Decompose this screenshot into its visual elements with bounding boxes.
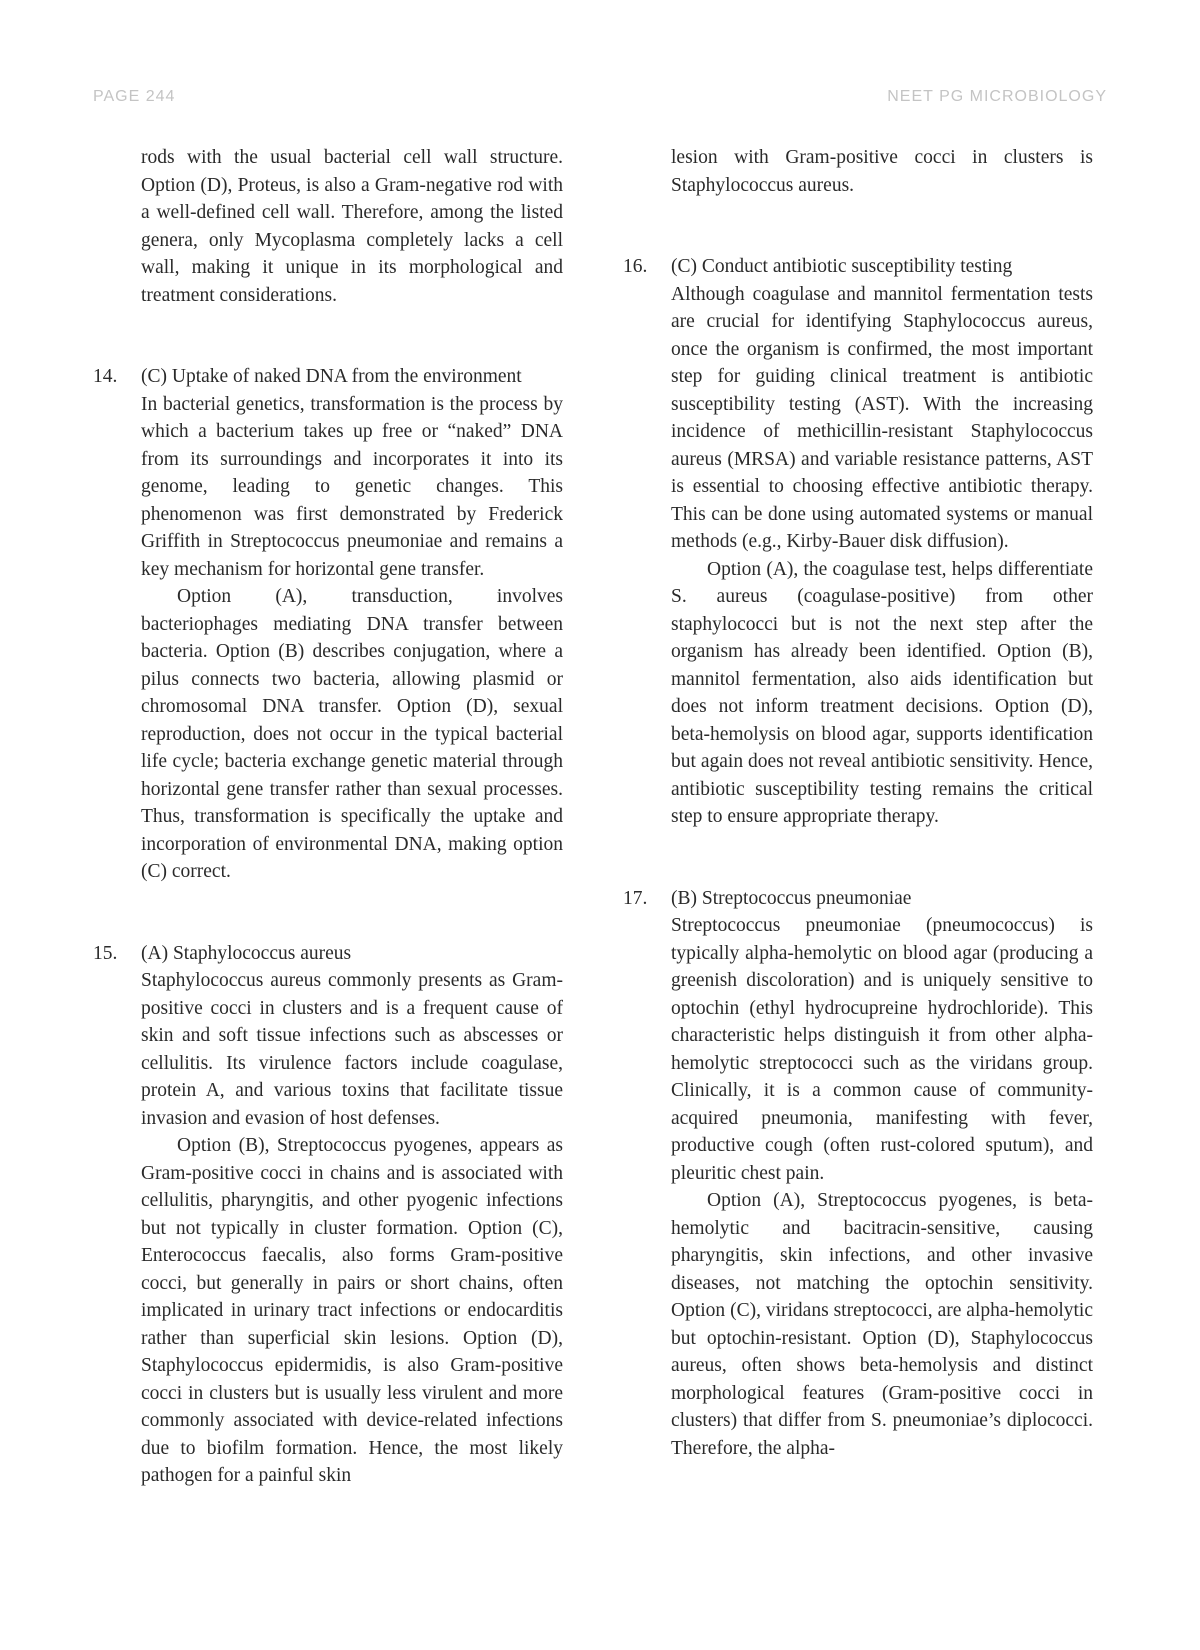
continuation-block bbox=[623, 144, 1093, 199]
question-15 bbox=[93, 940, 563, 1490]
page-header bbox=[93, 88, 1107, 112]
book-title: NEET PG MICROBIOLOGY bbox=[887, 88, 1107, 105]
options-paragraph: Option (A), the coagulase test, helps differentiate S. aureus (coagulase-positive) from other staphylococci but is not the next step after the organism has already been identified. Option (B), mannitol fermentation, also aids identification but does not inform treatment decisions. Option (D), beta-hemolysis on blood agar, supports identification but again does not reveal antibiotic sensitivity. Hence, antibiotic susceptibility testing remains the critical step to ensure appropriate therapy. bbox=[671, 558, 1093, 827]
continuation-text: lesion with Gram-positive cocci in clusters is Staphylococcus aureus. bbox=[671, 147, 1093, 196]
explanation-paragraph: Staphylococcus aureus commonly presents as Gram-positive cocci in clusters and is a frequent cause of skin and soft tissue infections such as abscesses or cellulitis. Its virulence factors include coagulase, protein A, and various toxins that facilitate tissue invasion and evasion of host defenses. bbox=[141, 970, 563, 1129]
question-14 bbox=[93, 363, 563, 886]
continuation-text: rods with the usual bacterial cell wall structure. Option (D), Proteus, is also a Gram-negative rod with a well-defined cell wall. Therefore, among the listed genera, only Mycoplasma completely lacks a cell wall, making it unique in its morphological and treatment considerations. bbox=[141, 147, 563, 306]
explanation-paragraph: Although coagulase and mannitol fermentation tests are crucial for identifying Staphylococcus aureus, once the organism is confirmed, the most important step for guiding clinical treatment is antibiotic susceptibility testing (AST). With the increasing incidence of methicillin-resistant Staphylococcus aureus (MRSA) and variable resistance patterns, AST is essential to choosing effective antibiotic therapy. This can be done using automated systems or manual methods (e.g., Kirby-Bauer disk diffusion). bbox=[671, 283, 1093, 552]
options-paragraph: Option (A), Streptococcus pyogenes, is beta-hemolytic and bacitracin-sensitive, causing pharyngitis, skin infections, and other invasive diseases, not matching the optochin sensitivity. Option (C), viridans streptococci, are alpha-hemolytic but optochin-resistant. Option (D), Staphylococcus aureus, often shows beta-hemolysis and distinct morphological features (Gram-positive cocci in clusters) that differ from S. pneumoniae’s diplococci. Therefore, the alpha- bbox=[671, 1190, 1093, 1459]
question-number: 16. bbox=[623, 256, 648, 277]
right-column bbox=[623, 144, 1093, 1516]
question-16 bbox=[623, 253, 1093, 831]
question-number: 15. bbox=[93, 942, 118, 964]
answer-line: (A) Staphylococcus aureus bbox=[141, 942, 352, 964]
continuation-block bbox=[93, 144, 563, 309]
left-column bbox=[93, 144, 563, 1544]
question-17 bbox=[623, 885, 1093, 1463]
explanation-paragraph: Streptococcus pneumoniae (pneumococcus) is typically alpha-hemolytic on blood agar (producing a greenish discoloration) and is uniquely sensitive to optochin (ethyl hydrocupreine hydrochloride). This characteristic helps distinguish it from other alpha-hemolytic streptococci such as the viridans group. Clinically, it is a common cause of community-acquired pneumonia, manifesting with fever, productive cough (often rust-colored sputum), and pleuritic chest pain. bbox=[671, 915, 1093, 1184]
options-paragraph: Option (B), Streptococcus pyogenes, appears as Gram-positive cocci in chains and is associated with cellulitis, pharyngitis, and other pyogenic infections but not typically in cluster formation. Option (C), Enterococcus faecalis, also forms Gram-positive cocci, but generally in pairs or short chains, often implicated in urinary tract infections or endocarditis rather than superficial skin lesions. Option (D), Staphylococcus epidermidis, is also Gram-positive cocci in clusters but is usually less virulent and more commonly associated with device-related infections due to biofilm formation. Hence, the most likely pathogen for a painful skin bbox=[141, 1135, 563, 1486]
options-paragraph: Option (A), transduction, involves bacteriophages mediating DNA transfer between bacteria. Option (B) describes conjugation, where a pilus connects two bacteria, allowing plasmid or chromosomal DNA transfer. Option (D), sexual reproduction, does not occur in the typical bacterial life cycle; bacteria exchange genetic material through horizontal gene transfer rather than sexual processes. Thus, transformation is specifically the uptake and incorporation of environmental DNA, making option (C) correct. bbox=[141, 586, 563, 882]
question-number: 17. bbox=[623, 887, 648, 909]
explanation-paragraph: In bacterial genetics, transformation is the process by which a bacterium takes up free or “naked” DNA from its surroundings and incorporates it into its genome, leading to genetic changes. This phenomenon was first demonstrated by Frederick Griffith in Streptococcus pneumoniae and remains a key mechanism for horizontal gene transfer. bbox=[141, 393, 563, 580]
page-number: PAGE 244 bbox=[93, 88, 176, 105]
question-number: 14. bbox=[93, 366, 118, 387]
answer-line: (C) Uptake of naked DNA from the environment bbox=[141, 366, 522, 387]
answer-line: (B) Streptococcus pneumoniae bbox=[671, 887, 912, 909]
answer-line: (C) Conduct antibiotic susceptibility testing bbox=[671, 256, 1013, 277]
